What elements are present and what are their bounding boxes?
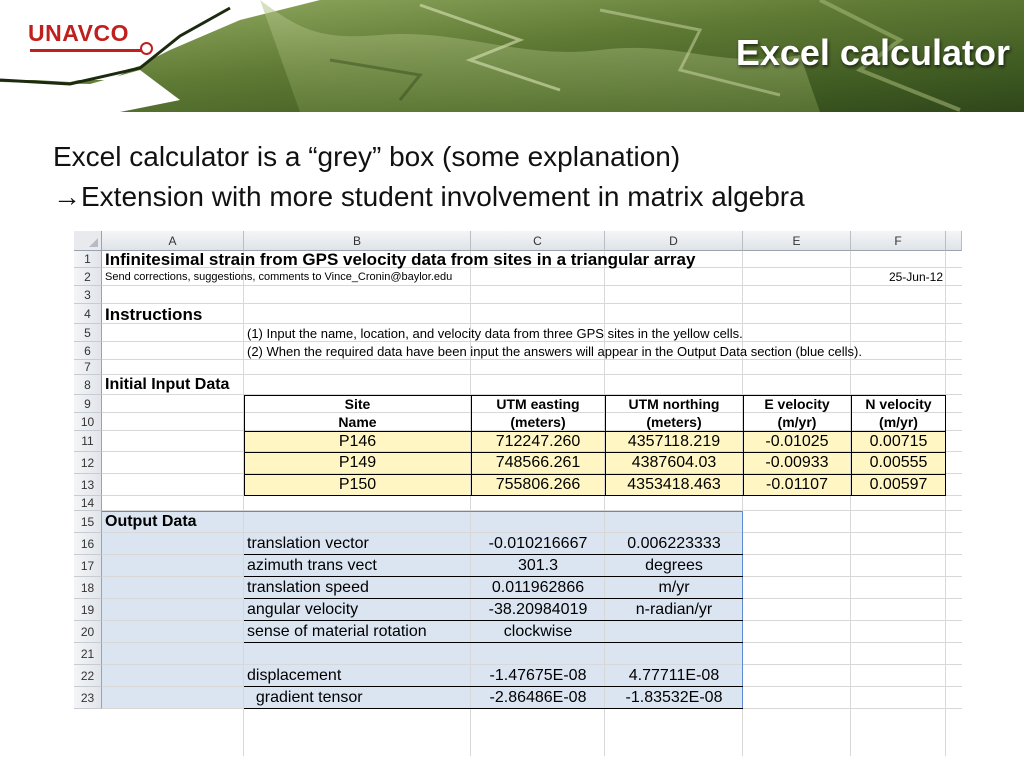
input-heading: Initial Input Data [105,376,230,393]
body-line-2 [53,181,805,213]
output-value [608,621,740,643]
input-cell: P146 [338,432,377,450]
input-cell: 712247.260 [495,432,581,450]
date-cell: 25-Jun-12 [888,270,943,284]
logo-text: UNAVCO [28,20,129,46]
column-header[interactable]: B [244,231,471,251]
output-value: 0.011962866 [491,579,585,596]
input-cell: -0.00933 [765,454,829,471]
row-header[interactable]: 18 [74,577,102,599]
row-header[interactable]: 20 [74,621,102,643]
output-label: sense of material rotation [247,623,427,640]
header-banner [0,0,1024,112]
gridline [945,251,946,756]
output-value: 301.3 [517,557,559,574]
output-label: angular velocity [247,601,359,618]
row-header[interactable]: 12 [74,452,102,474]
input-cell: P150 [338,476,377,493]
row-header[interactable]: 7 [74,360,102,375]
output-value: degrees [645,557,703,574]
row-header[interactable]: 6 [74,342,102,360]
row-header[interactable]: 23 [74,687,102,709]
gridline [243,251,244,756]
row-header[interactable]: 11 [74,431,102,452]
contact-line: Send corrections, suggestions, comments to Vince_Cronin@baylor.edu [105,270,453,283]
row-header[interactable]: 14 [74,496,102,511]
spreadsheet-screenshot [74,231,962,756]
output-label: gradient tensor [247,689,363,706]
column-header[interactable]: F [851,231,946,251]
input-cell: 4387604.03 [631,454,717,471]
output-value [608,643,740,665]
input-column-header: UTM easting [496,396,580,412]
input-cell: 0.00597 [869,476,928,493]
row-header[interactable]: 1 [74,251,102,268]
column-header-blank [946,231,962,251]
input-cell: -0.01025 [765,432,829,450]
output-label: translation vector [247,535,369,552]
output-label: displacement [247,667,342,684]
row-header[interactable]: 15 [74,511,102,533]
output-heading: Output Data [105,513,197,530]
unavco-logo [28,20,158,56]
output-value [474,643,602,665]
row-header[interactable]: 22 [74,665,102,687]
instruction-1: (1) Input the name, location, and velocity data from three GPS sites in the yellow cells. [247,325,743,341]
input-column-header: Site [344,396,371,412]
right-arrow-icon: → [53,181,81,212]
instructions-heading: Instructions [105,304,203,324]
input-column-header: N velocity [865,396,932,412]
row-header[interactable]: 16 [74,533,102,555]
output-value: 0.006223333 [627,535,721,552]
input-table-border [945,395,946,496]
input-table-border [471,395,472,496]
column-header[interactable]: D [605,231,743,251]
select-all-corner[interactable] [74,231,102,251]
output-value: 4.77711E-08 [628,667,720,684]
column-header[interactable]: A [102,231,244,251]
slide-title: Excel calculator [735,32,1010,73]
output-value: -38.20984019 [488,601,588,618]
input-column-unit: (m/yr) [879,414,918,430]
instruction-2: (2) When the required data have been input the answers will appear in the Output Data section (blue cells). [247,343,862,359]
input-cell: 748566.261 [495,454,581,471]
input-cell: P149 [338,454,377,471]
input-column-unit: (m/yr) [777,414,817,430]
output-value: n-radian/yr [635,601,713,618]
output-border [742,511,743,709]
row-header[interactable]: 8 [74,375,102,395]
row-header[interactable]: 2 [74,268,102,286]
logo-underline [30,49,142,52]
row-header[interactable]: 17 [74,555,102,577]
input-cell: 0.00715 [869,432,928,450]
input-table-border [605,395,606,496]
output-value: -1.47675E-08 [489,667,587,684]
row-header[interactable]: 19 [74,599,102,621]
column-header[interactable]: C [471,231,605,251]
output-value: -0.010216667 [488,535,588,552]
row-header[interactable]: 21 [74,643,102,665]
input-column-unit: Name [338,414,377,430]
row-header[interactable]: 13 [74,474,102,496]
input-column-unit: (meters) [646,414,702,430]
body-line-2-text: Extension with more student involvement in matrix algebra [81,181,805,212]
input-column-header: E velocity [764,396,830,412]
input-table-border [851,395,852,496]
input-table-border [743,395,744,496]
output-value: -2.86486E-08 [489,689,587,706]
input-cell: 4357118.219 [627,432,721,450]
row-header[interactable]: 9 [74,395,102,413]
output-label: azimuth trans vect [247,557,377,574]
input-table-border [244,395,245,496]
input-column-header: UTM northing [628,396,720,412]
row-header[interactable]: 10 [74,413,102,431]
row-header[interactable]: 3 [74,286,102,304]
column-header[interactable]: E [743,231,851,251]
input-cell: -0.01107 [766,476,828,493]
input-cell: 755806.266 [495,476,581,493]
logo-ring-icon [140,42,153,55]
output-value: m/yr [658,579,690,596]
output-label: translation speed [247,579,369,596]
sheet-title: Infinitesimal strain from GPS velocity data from sites in a triangular array [105,250,696,269]
input-column-unit: (meters) [510,414,566,430]
select-all-icon [89,238,98,247]
row-header[interactable]: 4 [74,304,102,324]
input-cell: 0.00555 [869,454,928,471]
output-value: -1.83532E-08 [625,689,723,706]
input-cell: 4353418.463 [627,476,721,493]
body-line-1: Excel calculator is a “grey” box (some explanation) [53,141,681,172]
row-header[interactable]: 5 [74,324,102,342]
output-label [247,643,468,665]
output-value: clockwise [503,623,573,640]
